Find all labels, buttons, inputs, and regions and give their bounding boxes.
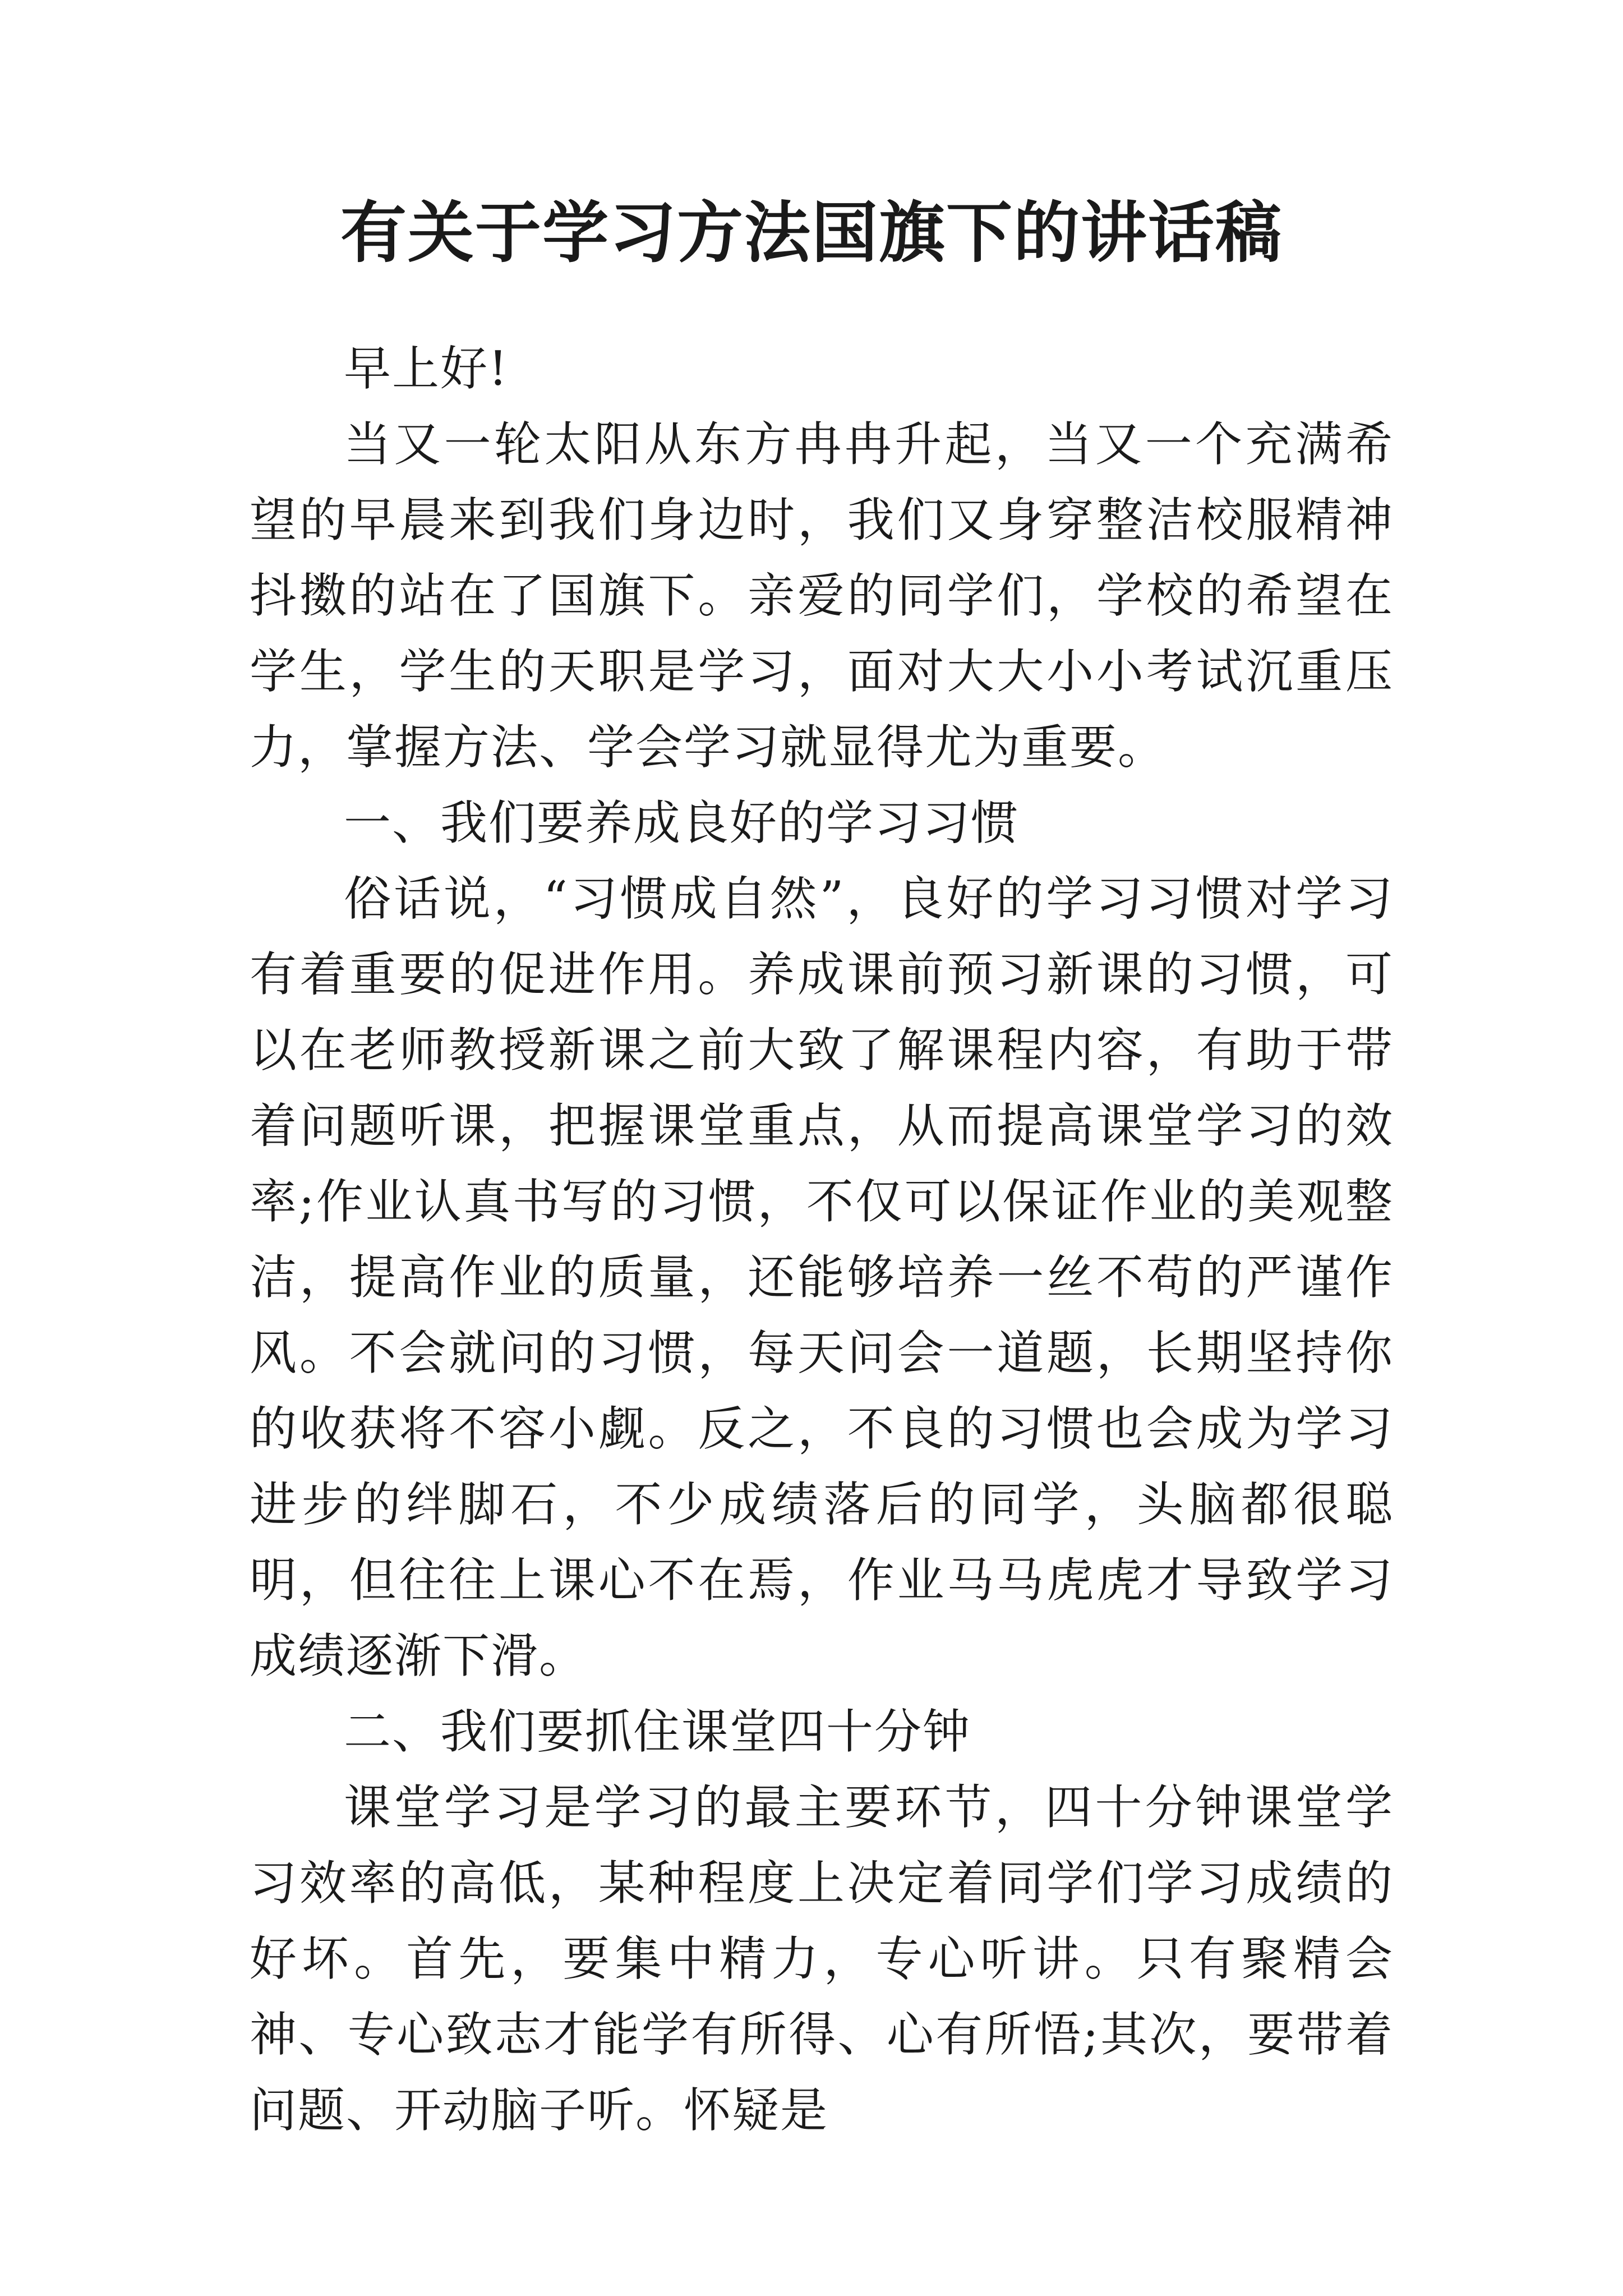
section-heading-1: 一、我们要养成良好的学习习惯 (344, 795, 1020, 850)
paragraph-habits: 俗话说，“习惯成自然”，良好的学习习惯对学习有着重要的促进作用。养成课前预习新课的习惯，可以在老师教授新课之前大致了解课程内容，有助于带着问题听课，把握课堂重点，从而提高课堂学习的效率;作业认真书写的习惯，不仅可以保证作业的美观整洁，提高作业的质量，还能够培养一丝不苟的严谨作风。不会就问的习惯，每天问会一道题，长期坚持你的收获将不容小觑。反之，不良的习惯也会成为学习进步的绊脚石，不少成绩落后的同学，头脑都很聪明，但往往上课心不在焉，作业马马虎虎才导致学习成绩逐渐下滑。 (250, 871, 1394, 1683)
paragraph-classroom: 课堂学习是学习的最主要环节，四十分钟课堂学习效率的高低，某种程度上决定着同学们学习成绩的好坏。首先，要集中精力，专心听讲。只有聚精会神、专心致志才能学有所得、心有所悟;其次，要带着问题、开动脑子听。怀疑是 (250, 1780, 1394, 2138)
section-heading-2: 二、我们要抓住课堂四十分钟 (344, 1704, 971, 1759)
document-body (250, 331, 1394, 2148)
document-title: 有关于学习方法国旗下的讲话稿 (340, 194, 1283, 272)
paragraph-intro: 当又一轮太阳从东方冉冉升起，当又一个充满希望的早晨来到我们身边时，我们又身穿整洁校服精神抖擞的站在了国旗下。亲爱的同学们，学校的希望在学生，学生的天职是学习，面对大大小小考试沉重压力，掌握方法、学会学习就显得尤为重要。 (250, 417, 1394, 775)
paragraph-greeting: 早上好! (344, 341, 509, 396)
